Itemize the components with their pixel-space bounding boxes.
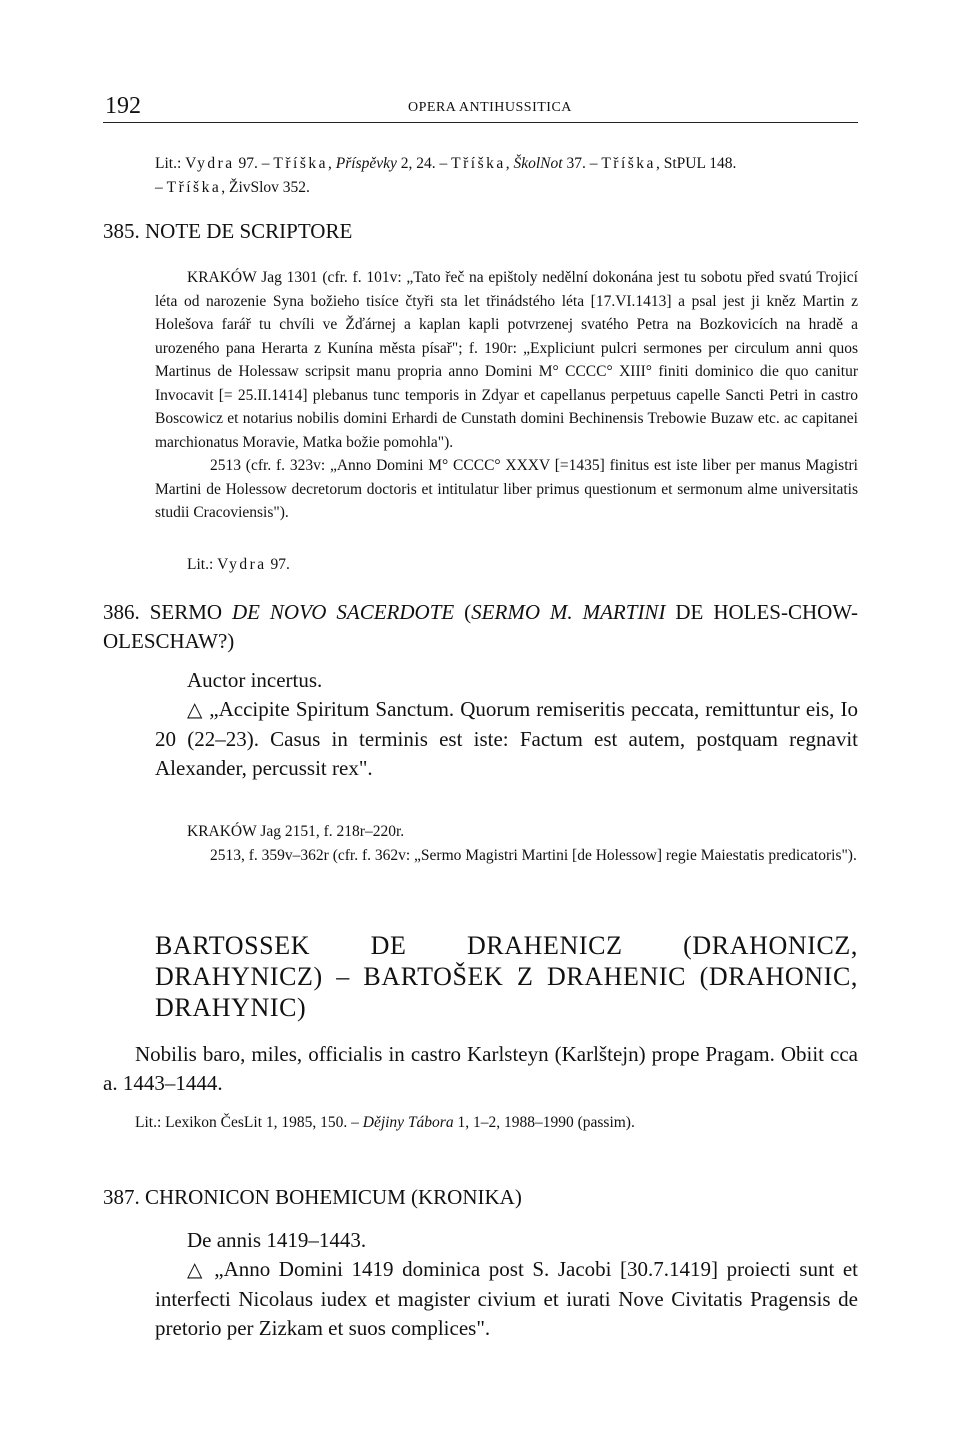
entry-385-heading: 385. NOTE DE SCRIPTORE [103, 219, 353, 243]
author-lit [135, 1111, 858, 1135]
entry-385-ms1: KRAKÓW Jag 1301 (cfr. f. 101v: „Tato řeč na epištoly nedělní dokonána jest tu sobotu před svatú Trojicí léta od narozenie Syna božieho tisíce čtyři sta let třinádstého léta [17.VI.1413] a psal jest ji kněz Martin z Holešova farář tu chvíli ve Žďárnej a kaplan kapli potvrzenej svatého Petra na Bozkovicích na hradě a urozeného pana Herarta z Kunína města písař"; f. 190r: „Expliciunt pulcri sermones per circulum anni quos Martinus de Holessaw scripsit manu propria anno Domini M° CCCC° XIII° finiti dominico die quo canitur Invocavit [= 25.II.1414] plebanus tunc temporis in Zdyar et capellanus perpetuus capelle Sancti Petri in castro Boscowicz et notarius nobilis domini Erhardi de Cunstath domini Bechinensis Trebowie Buzaw etc. ac capitanei marchionatus Moravie, Matka božie pomohla"). [155, 269, 858, 451]
lit-work: Příspěvky [335, 155, 397, 172]
lit-top-line2 [155, 176, 858, 200]
entry-387-incipit [155, 1255, 858, 1343]
lit-text: , [328, 155, 336, 172]
incipit-text: „Accipite Spiritum Sanctum. Quorum remiseritis peccata, remittuntur eis, Io 20 (22–23). Casus in terminis est iste: Factum est autem, postquam regnavit Alexander, percussit rex". [155, 697, 858, 780]
heading-text: 386. SERMO [103, 600, 232, 624]
lit-label: Lit.: [155, 155, 186, 172]
author-triska: Tříška [166, 178, 222, 196]
entry-385-ms2: 2513 (cfr. f. 323v: „Anno Domini M° CCCC° XXXV [=1435] finitus est iste liber per manus Magistri Martini de Holessow decretorum doctoris et intitulatur liber primus questionum et sermonum alme universitatis studii Cracoviensis"). [155, 457, 858, 521]
lit-label: Lit.: [187, 556, 218, 573]
heading-italic: DE NOVO SACERDOTE [231, 600, 455, 624]
lit-text: Lit.: Lexikon ČesLit 1, 1985, 150. – [135, 1114, 363, 1131]
page-number: 192 [105, 93, 141, 119]
incipit-text: „Anno Domini 1419 dominica post S. Jacobi [30.7.1419] proiecti sunt et interfecti Nicolaus iudex et magister civium et iurati Nove Civitatis Pragensis de pretorio per Zizkam et suos complices". [155, 1257, 859, 1340]
incipit-triangle-icon: △ [187, 699, 204, 721]
author-bio: Nobilis baro, miles, officialis in castro Karlsteyn (Karlštejn) prope Pragam. Obiit cca a. 1443–1444. [103, 1042, 858, 1095]
lit-text: 1, 1–2, 1988–1990 (passim). [453, 1114, 635, 1131]
author-triska: Tříška [273, 155, 329, 172]
entry-387-body [155, 1226, 858, 1343]
author-triska: Tříška [601, 155, 656, 172]
entry-385-lit [187, 553, 890, 577]
lit-top-line1 [155, 152, 858, 176]
heading-text: DE HOLES-CHOW-OLESCHAW?) [103, 600, 858, 653]
entry-387-date: De annis 1419–1443. [187, 1228, 367, 1252]
author-triska: Tříška [451, 155, 506, 172]
lit-text: , [505, 155, 514, 172]
heading-italic: SERMO M. MARTINI [471, 600, 666, 624]
entry-386-ms1: KRAKÓW Jag 2151, f. 218r–220r. [187, 823, 405, 840]
incipit-triangle-icon: △ [187, 1259, 206, 1281]
lit-top [155, 152, 858, 199]
entry-386-ms2: 2513, f. 359v–362r (cfr. f. 362v: „Sermo Magistri Martini [de Holessow] regie Maiestatis predicatoris"). [210, 846, 857, 864]
entry-386-manuscripts [155, 820, 858, 867]
entry-386-heading [103, 598, 858, 656]
entry-386-author: Auctor incertus. [187, 668, 323, 692]
lit-text: – [155, 178, 167, 196]
lit-text: 97. – [234, 155, 274, 172]
lit-work: Dějiny Tábora [362, 1114, 454, 1131]
entry-385-manuscripts [155, 266, 858, 525]
entry-386-body [155, 666, 858, 783]
lit-text: , ŽivSlov 352. [221, 178, 310, 196]
author-title: BARTOSSEK DE DRAHENICZ (DRAHONICZ, DRAHYNICZ) – BARTOŠEK Z DRAHENIC (DRAHONIC, DRAHYNIC) [155, 931, 858, 1022]
running-title: OPERA ANTIHUSSITICA [408, 100, 572, 115]
lit-text: 2, 24. – [396, 155, 452, 172]
heading-text: ( [454, 600, 472, 624]
author-vydra: Vydra [185, 155, 235, 172]
lit-text: 37. – [562, 155, 602, 172]
entry-386-incipit [155, 695, 858, 783]
lit-text: , StPUL 148. [655, 155, 737, 172]
entry-387-heading: 387. CHRONICON BOHEMICUM (KRONIKA) [103, 1185, 522, 1209]
lit-text: 97. [266, 556, 290, 573]
page-header [103, 92, 858, 123]
lit-work: ŠkolNot [513, 155, 563, 172]
author-vydra: Vydra [217, 556, 267, 573]
